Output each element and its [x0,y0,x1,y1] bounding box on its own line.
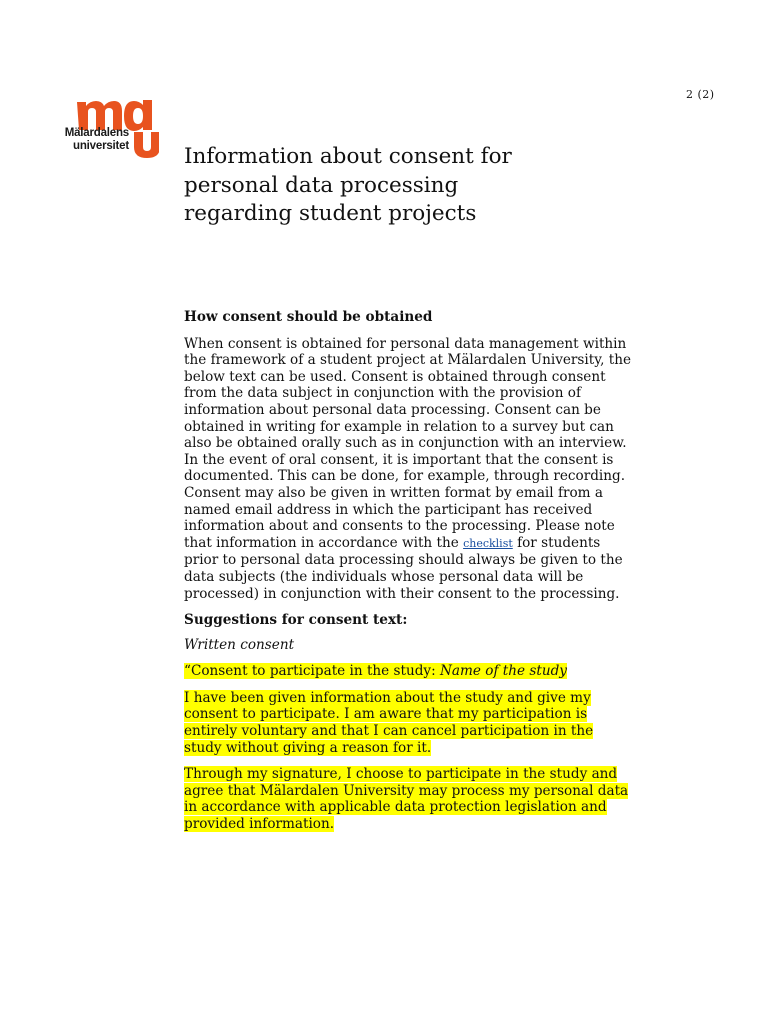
paragraph-text-after-link: for students prior to personal data processing should always be given to the data subjects (the individuals whose personal data will be processed) in conjunction with their consent to the processing. [184,534,623,602]
highlighted-text: Through my signature, I choose to participate in the study and agree that Mälardalen University may process my personal data in accordance with applicable data protection legislation and provided information. [184,766,629,833]
consent-instructions-paragraph [184,336,634,603]
consent-paragraph-2 [184,766,634,832]
section-heading-suggestions: Suggestions for consent text: [184,612,408,629]
section-heading-consent: How consent should be obtained [184,309,433,325]
study-name-placeholder: Name of the study [440,663,567,680]
document-body [184,309,634,843]
consent-paragraph-1 [184,690,634,756]
university-logo [55,100,167,162]
consent-title-line [184,663,634,680]
page-number: 2 (2) [686,88,715,101]
logo-text-line2: universitet [73,140,129,152]
paragraph-text-before-link: When consent is obtained for personal data management within the framework of a student project at Mälardalen University, the below text can be used. Consent is obtained through consent from the data subject in conjunction with the provision of information about personal data processing. Consent can be obtained in writing for example in relation to a survey but can also be obtained orally such as in conjunction with an interview. In the event of oral consent, it is important that the consent is documented. This can be done, for example, through recording. Consent may also be given in written format by email from a named email address in which the participant has received information about and consents to the processing. Please note that information in accordance with the [184,335,631,551]
highlighted-text: I have been given information about the study and give my consent to participate. I am aware that my participation is entirely voluntary and that I can cancel participation in the study without giving a reason for it. [184,689,594,756]
checklist-link[interactable]: checklist [463,536,513,550]
document-title: Information about consent for personal data processing regarding student projects [184,144,512,226]
consent-line-prefix: “Consent to participate in the study: [184,663,441,680]
logo-text-line1: Mälardalens [64,127,129,139]
subheading-written-consent: Written consent [184,636,295,653]
